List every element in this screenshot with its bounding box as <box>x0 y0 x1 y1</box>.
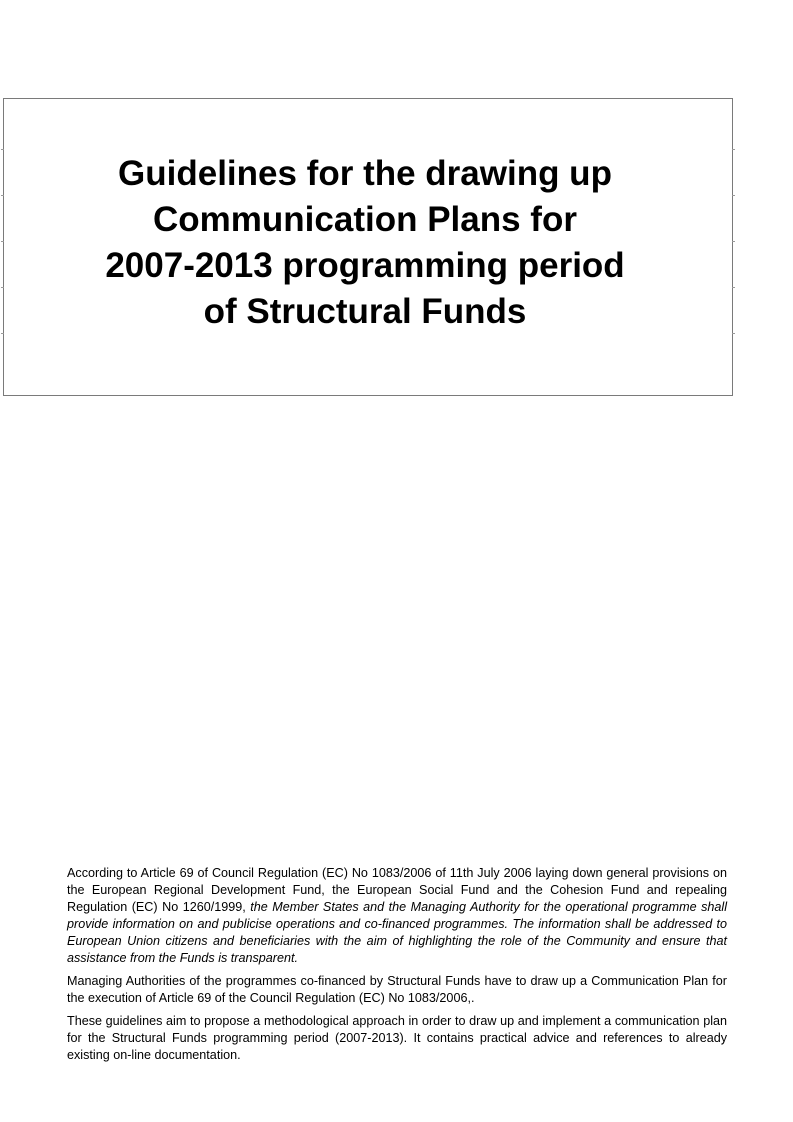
box-rule-mark <box>1 149 4 150</box>
box-rule-mark <box>732 241 735 242</box>
title-line-2: Communication Plans for <box>153 200 577 239</box>
title-box <box>3 98 733 396</box>
paragraph-regulation-intro: According to Article 69 of Council Regulation (EC) No 1083/2006 of 11th July 2006 laying down general provisions on the European Regional Development Fund, the European Social Fund and the Cohesion Fund and repealing Regulation (EC) No 1260/1999, <box>67 866 727 914</box>
box-rule-mark <box>1 287 4 288</box>
body-text <box>67 865 727 1070</box>
paragraph-managing-authorities: Managing Authorities of the programmes co-financed by Structural Funds have to draw up a Communication Plan for the execution of Article 69 of the Council Regulation (EC) No 1083/2006,. <box>67 974 727 1005</box>
box-rule-mark <box>732 149 735 150</box>
box-rule-mark <box>732 333 735 334</box>
title-line-3: 2007-2013 programming period <box>105 246 625 285</box>
paragraph-regulation <box>67 865 727 967</box>
paragraph-guidelines-aim: These guidelines aim to propose a methodological approach in order to draw up and implement a communication plan for the Structural Funds programming period (2007-2013). It contains practical advice and references to already existing on-line documentation. <box>67 1014 727 1062</box>
box-rule-mark <box>732 287 735 288</box>
paragraph-regulation-quote: the Member States and the Managing Authority for the operational programme shall provide information on and publicise operations and co-financed programmes. The information shall be addressed to European Union citizens and beneficiaries with the aim of highlighting the role of the Community and ensure that assistance from the Funds is transparent. <box>67 900 727 965</box>
document-title <box>44 151 686 335</box>
box-rule-mark <box>1 195 4 196</box>
title-line-1: Guidelines for the drawing up <box>118 154 612 193</box>
title-line-4: of Structural Funds <box>203 292 527 331</box>
box-rule-mark <box>1 241 4 242</box>
box-rule-mark <box>732 195 735 196</box>
box-rule-mark <box>1 333 4 334</box>
